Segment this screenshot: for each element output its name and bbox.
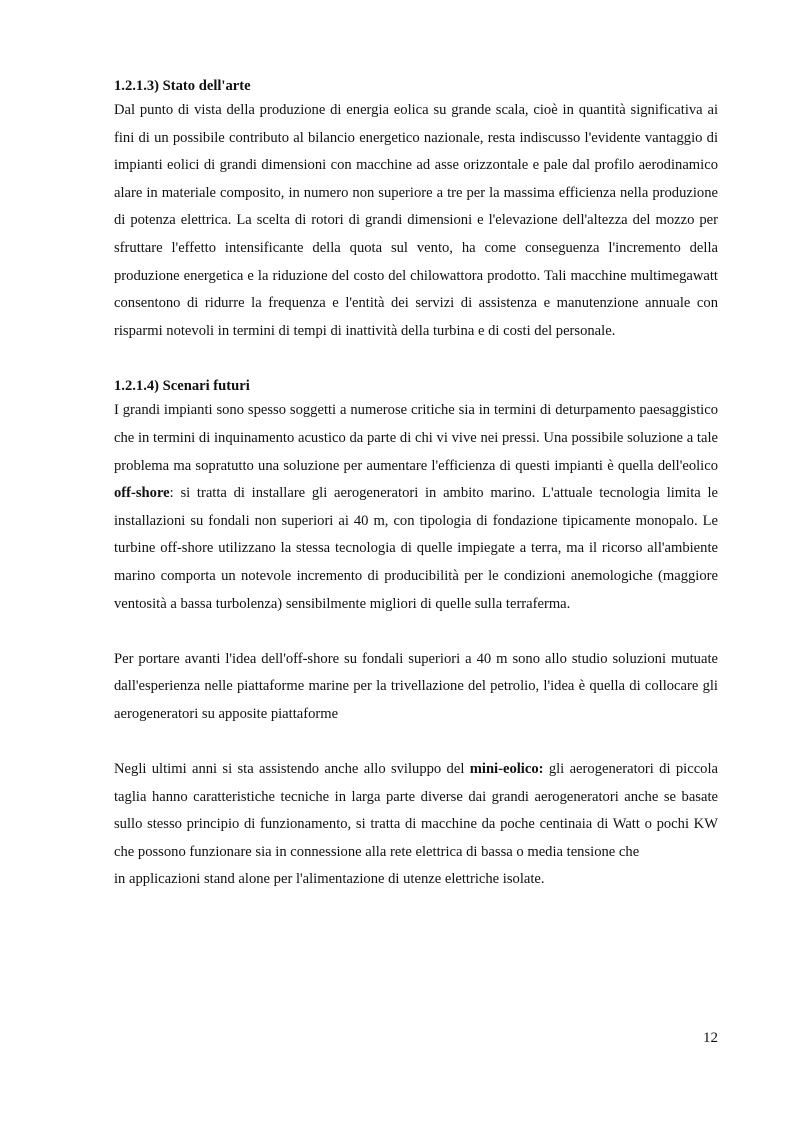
document-page — [114, 75, 718, 894]
section-heading-stato-dell-arte: 1.2.1.3) Stato dell'arte — [114, 78, 251, 94]
paragraph-off-shore — [114, 397, 718, 618]
paragraph-text: Negli ultimi anni si sta assistendo anche allo sviluppo del — [114, 761, 470, 778]
bold-term-mini-eolico: mini-eolico: — [469, 761, 544, 778]
paragraph-stand-alone: in applicazioni stand alone per l'alimentazione di utenze elettriche isolate. — [114, 871, 545, 888]
section-heading-scenari-futuri: 1.2.1.4) Scenari futuri — [114, 378, 250, 395]
paragraph-spacer — [114, 728, 718, 756]
paragraph-stato-dell-arte: Dal punto di vista della produzione di energia eolica su grande scala, cioè in quantità significativa ai fini di un possibile contributo al bilancio energetico nazionale, resta indiscusso l'evidente vantaggio di impianti eolici di grandi dimensioni con macchine ad asse orizzontale e pale dal profilo aerodinamico alare in materiale composito, in numero non superiore a tre per la massima efficienza nella produzione di potenza elettrica. La scelta di rotori di grandi dimensioni e l'elevazione dell'altezza del mozzo per sfruttare l'effetto intensificante della quota sul vento, ha come conseguenza l'incremento della produzione energetica e la riduzione del costo del chilowattora prodotto. Tali macchine multimegawatt consentono di ridurre la frequenza e l'entità dei servizi di assistenza e manutenzione annuale con risparmi notevoli in termini di tempi di inattività della turbina e di costi del personale. — [114, 102, 718, 339]
paragraph-mini-eolico — [114, 756, 718, 866]
paragraph-text: gli aerogeneratori di piccola taglia hanno caratteristiche tecniche in larga parte diverse dai grandi aerogeneratori anche se basate sullo stesso principio di funzionamento, si tratta di macchine da poche centinaia di Watt o pochi KW che possono funzionare sia in connessione alla rete elettrica di bassa o media tensione che — [114, 761, 718, 860]
section-spacer — [114, 345, 718, 375]
paragraph-piattaforme: Per portare avanti l'idea dell'off-shore su fondali superiori a 40 m sono allo studio soluzioni mutuate dall'esperienza nelle piattaforme marine per la trivellazione del petrolio, l'idea è quella di collocare gli aerogeneratori su apposite piattaforme — [114, 650, 718, 722]
paragraph-text: I grandi impianti sono spesso soggetti a numerose critiche sia in termini di deturpamento paesaggistico che in termini di inquinamento acustico da parte di chi vi vive nei pressi. Una possibile soluzione a tale problema ma sopratutto una soluzione per aumentare l'efficienza di questi impianti è quella dell'eolico — [114, 402, 718, 474]
paragraph-spacer — [114, 618, 718, 646]
page-number: 12 — [703, 1030, 718, 1046]
paragraph-text: : si tratta di installare gli aerogeneratori in ambito marino. L'attuale tecnologia limita le installazioni su fondali non superiori ai 40 m, con tipologia di fondazione tipicamente monopalo. Le turbine off-shore utilizzano la stessa tecnologia di quelle impiegate a terra, ma il ricorso all'ambiente marino comporta un notevole incremento di producibilità per le condizioni anemologiche (maggiore ventosità a bassa turbolenza) sensibilmente migliori di quelle sulla terraferma. — [114, 485, 718, 612]
bold-term-off-shore: off-shore — [114, 485, 170, 502]
